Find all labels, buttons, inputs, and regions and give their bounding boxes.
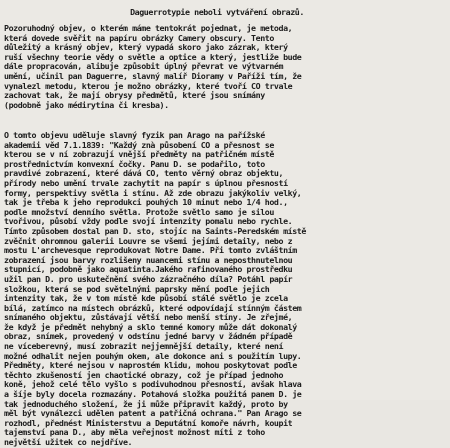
paragraph-2 [4, 131, 450, 448]
text-line: Pozoruhodný objev, o kterém máme tentokrát pojednat, je metoda, [4, 23, 293, 33]
text-line: zachovat tak, že mají obrysy předmětů, které jsou snímány [4, 90, 265, 101]
text-line: těchto zkušeností jen chaotické obrazy, což je případ jednoho [4, 369, 284, 380]
text-line: stupnicí, podobně jako aquatinta.Jakého rafinovaného prostředku [4, 264, 293, 275]
text-line: tak je třeba k jeho reprodukci pouhých 10 minut nebo 1/4 hod., [4, 197, 288, 208]
text-line: intenzity tak, že v tom místě kde působí stálé světlo je zcela [4, 293, 288, 304]
text-line: pravdivé zobrazení, které dává CO, tento věrný obraz objektu, [4, 168, 284, 179]
document-title: Daguerrotypie neboli vytváření obrazů. [130, 7, 304, 17]
text-line: rozhodl, přednést Ministerstvu a Deputátní komoře návrh, koupit [4, 417, 293, 428]
text-line: prostřednictvím konvexní čočky. Panu D. se podařilo, toto [4, 158, 265, 169]
text-line: ruší všechny teorie vědy o světle a optice a který, jestliže bude [4, 51, 302, 62]
text-line: vynalezl metodu, kterou je možno obrázky, které tvoří CO trvale [4, 80, 293, 91]
text-line: ne víceberevný, musí zobrazit nejjemnější detaily, které není [4, 341, 284, 352]
text-line: užil pan D. pro uskutečnění svého zázračného díla? Potáhl papír [4, 273, 293, 284]
text-line: přírody nebo umění trvale zachytit na papír s úplnou přesností [4, 177, 288, 188]
paragraph-1 [4, 24, 450, 110]
text-line: umění, učinil pan Daguerre, slavný malíř Dioramy v Paříži tím, že [4, 70, 302, 81]
text-line: bílá, zatímco na místech obrázků, které odpovídají stínným částem [4, 302, 302, 313]
text-line: a šíje byly docela rozmazány. Potahová složka použitá panem D. je [4, 389, 302, 400]
text-line: Předměty, které nejsou v naprostém klidu, mohou poskytovat podle [4, 360, 297, 371]
text-line: tvořivou, působí vždy podle svojí intenzity pomalu nebo rychle. [4, 216, 293, 227]
text-line: měl být vynálezci udělen patent a patřičná ochrana." Pan Arago se [4, 408, 302, 419]
text-line: zobrazení jsou barvy rozlišeny nuancemi stínu a neposthnutelnou [4, 254, 293, 265]
text-line: formy, perspektivy světla i stínu. Až zde obrazu jakýkoliv velký, [4, 187, 302, 198]
text-line: složkou, která se pod světelnými paprsky mění podle jejich [4, 283, 270, 294]
text-line: O tomto objevu uděluje slavný fyzik pan Arago na pařížské [4, 130, 265, 140]
text-line: podle množství denního světla. Protože světlo samo je silou [4, 206, 274, 217]
text-line: koně, jehož celé tělo vyšlo s podivuhodnou přesností, avšak hlava [4, 379, 302, 390]
text-line: Tímto způsobem dostal pan D. sto, stojíc na Saints-Peredském místě [4, 225, 306, 236]
text-line: dále propracován, alibuje způsobit úplný převrat ve výtvarném [4, 61, 284, 72]
text-line: důležitý a krásný objev, který vypadá skoro jako zázrak, který [4, 42, 288, 53]
text-line: akademii věd 7.1.1839: "Každý znà působení CO a přesnost se [4, 139, 274, 150]
text-line: která dovede svěřit na papíru obrázky Camery obscury. Tento [4, 32, 274, 43]
text-line: největší užitek co nejdříve. [4, 437, 133, 447]
text-line: tak jednoduchého složení, že ji může připravit každý, proto by [4, 398, 288, 409]
text-line: kterou se v ní zobrazují vnější předměty na patřičném místě [4, 149, 274, 160]
text-line: (podobně jako médirytina či kresba). [4, 99, 169, 110]
text-line: obraz, snímek, provedený v odstínu jedné barvy v žádném případě [4, 331, 293, 342]
text-line: tajemství pana D., aby měla veřejnost možnost míti z toho [4, 427, 265, 438]
text-line: mostu L'archevesque reprodukovat Notre Dame. Při tomto zvláštním [4, 245, 297, 256]
text-line: snímaného objektu, zůstávají větší nebo menší stíny. Je zřejmé, [4, 312, 293, 323]
text-line: zvěčnit ohromnou galerii Louvre se všemi jejími detaily, nebo z [4, 235, 293, 246]
text-line: možné odhalit nejen pouhým okem, ale dokonce ani s použitím lupy. [4, 350, 302, 361]
text-line: že když je předmět nehybný a sklo temné komory může dát dokonalý [4, 321, 297, 332]
